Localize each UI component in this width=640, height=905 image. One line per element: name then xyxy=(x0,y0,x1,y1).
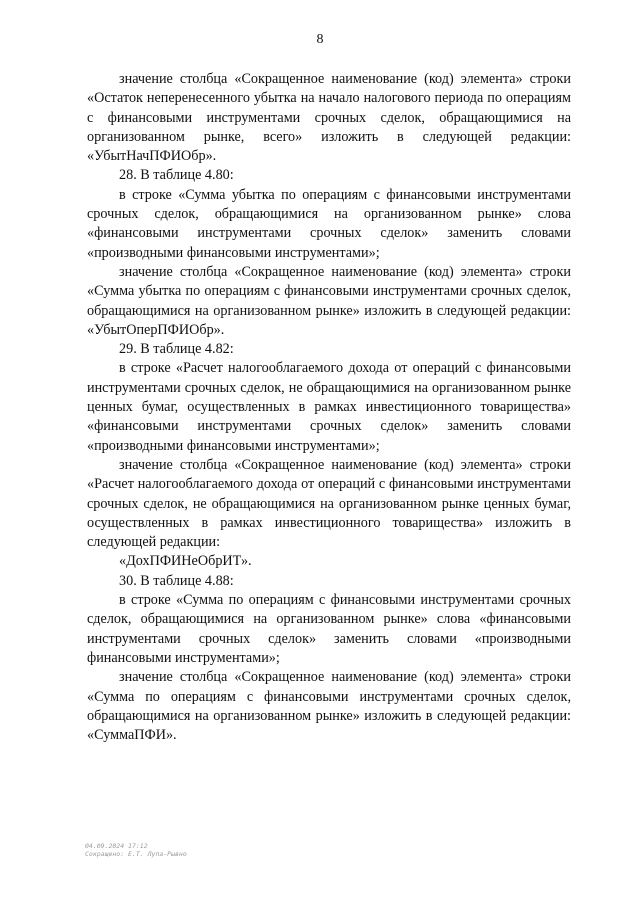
text-line: «ДохПФИНеОбрИТ». xyxy=(119,553,252,570)
text-line: «УбытОперПФИОбр». xyxy=(87,321,225,338)
footer-line-2: Сокращено: Е.Т. Лупа-Рывно xyxy=(85,850,187,858)
paragraph xyxy=(87,166,571,185)
text-line: значение столбца «Сокращенное наименование (код) элемента» строки xyxy=(119,71,571,87)
text-line: «Остаток неперенесенного убытка на начало налогового периода по операциям xyxy=(87,90,571,107)
text-line: 30. В таблице 4.88: xyxy=(119,572,234,589)
text-line: следующей редакции: xyxy=(87,534,221,551)
text-line: значение столбца «Сокращенное наименование (код) элемента» строки xyxy=(119,263,571,280)
text-line: обращающимися на организованном рынке» изложить в следующей редакции: xyxy=(87,302,571,319)
text-line: организованном рынке, всего» изложить в следующей редакции: xyxy=(87,128,571,145)
text-line: 29. В таблице 4.82: xyxy=(119,341,234,358)
text-line: финансовыми инструментами»; xyxy=(87,649,280,666)
text-line: в строке «Сумма убытка по операциям с финансовыми инструментами xyxy=(119,186,571,203)
text-line: обращающимися на организованном рынке» изложить в следующей редакции: xyxy=(87,707,571,724)
page-number: 8 xyxy=(316,32,324,47)
paragraph xyxy=(87,186,571,263)
footer-line-1: 04.09.2024 17:12 xyxy=(85,842,148,850)
document-body xyxy=(87,70,571,745)
text-line: инструментами срочных сделок, не обращающимися на организованном рынке xyxy=(87,379,571,396)
text-line: «Сумма убытка по операциям с финансовыми инструментами срочных сделок, xyxy=(87,283,571,300)
text-line: «производными финансовыми инструментами»; xyxy=(87,244,380,261)
text-line: в строке «Расчет налогооблагаемого дохода от операций с финансовыми xyxy=(119,360,571,377)
paragraph xyxy=(87,456,571,552)
text-line: с финансовыми инструментами срочных сделок, обращающимися на xyxy=(87,109,571,126)
paragraph xyxy=(87,591,571,668)
text-line: сделок, обращающимися на организованном рынке» слова «финансовыми xyxy=(87,611,571,628)
paragraph xyxy=(87,572,571,591)
text-line: «финансовыми инструментами срочных сделок» заменить словами xyxy=(87,418,571,435)
text-line: «Расчет налогооблагаемого дохода от операций с финансовыми инструментами xyxy=(87,476,571,493)
text-line: «УбытНачПФИОбр». xyxy=(87,148,217,165)
text-line: «производными финансовыми инструментами»; xyxy=(87,437,380,454)
text-line: «финансовыми инструментами срочных сделок» заменить словами xyxy=(87,225,571,242)
text-line: срочных сделок, не обращающимися на организованном рынке ценных бумаг, xyxy=(87,495,571,512)
text-line: «Сумма по операциям с финансовыми инструментами срочных сделок, xyxy=(87,688,571,705)
paragraph xyxy=(87,552,571,571)
text-line: значение столбца «Сокращенное наименование (код) элемента» строки xyxy=(119,669,571,686)
paragraph xyxy=(87,263,571,340)
text-line: срочных сделок, обращающимися на организованном рынке» слова xyxy=(87,206,571,223)
text-line: осуществленных в рамках инвестиционного товарищества» изложить в xyxy=(87,514,571,531)
paragraph xyxy=(87,70,571,166)
paragraph xyxy=(87,668,571,745)
text-line: в строке «Сумма по операциям с финансовыми инструментами срочных xyxy=(119,592,571,609)
footer-stamp xyxy=(85,842,187,858)
text-line: 28. В таблице 4.80: xyxy=(119,167,234,184)
text-line: инструментами срочных сделок» заменить словами «производными xyxy=(87,630,571,647)
paragraph xyxy=(87,340,571,359)
text-line: значение столбца «Сокращенное наименование (код) элемента» строки xyxy=(119,456,571,473)
paragraph xyxy=(87,359,571,455)
text-line: ценных бумаг, осуществленных в рамках инвестиционного товарищества» xyxy=(87,399,571,416)
text-line: «СуммаПФИ». xyxy=(87,727,177,744)
